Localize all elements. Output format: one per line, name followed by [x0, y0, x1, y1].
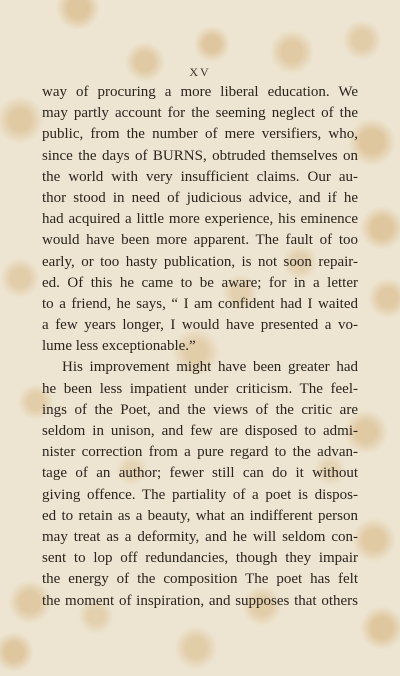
- text-line: thor stood in need of judicious advice, and if he: [42, 189, 358, 206]
- paragraph: [42, 357, 358, 611]
- text-line: sent to lop off redundancies, though they impair: [42, 550, 358, 567]
- text-line: seldom in unison, and few are disposed to admi-: [42, 423, 358, 439]
- text-line: ings of the Poet, and the views of the critic are: [42, 401, 358, 418]
- page-number: XV: [189, 65, 211, 79]
- paragraph: [42, 82, 358, 357]
- text-line: a few years longer, I would have presented a vo-: [42, 317, 358, 334]
- text-line: to a friend, he says, “ I am confident had I waited: [42, 295, 358, 312]
- text-line: His improvement might have been greater had: [62, 359, 358, 376]
- text-line: early, or too hasty publication, is not soon repair-: [42, 253, 358, 270]
- text-line: the moment of inspiration, and supposes that others: [42, 592, 358, 609]
- text-line: would have been more apparent. The fault of too: [42, 232, 358, 249]
- text-line: lume less exceptionable.”: [42, 338, 196, 355]
- text-line: nister correction from a pure regard to the advan-: [42, 444, 358, 461]
- text-line: had acquired a little more experience, his eminence: [42, 211, 358, 228]
- body-text: [42, 82, 358, 612]
- text-line: since the days of BURNS, obtruded themselves on: [42, 147, 358, 164]
- text-line: way of procuring a more liberal education. We: [42, 84, 358, 100]
- text-line: public, from the number of mere versifiers, who,: [42, 126, 358, 143]
- text-line: giving offence. The partiality of a poet is dispos-: [42, 486, 358, 503]
- text-line: ed to retain as a beauty, what an indifferent person: [42, 507, 358, 524]
- text-line: the world with very insufficient claims. Our au-: [42, 168, 358, 185]
- text-line: he been less impatient under criticism. The feel-: [42, 380, 358, 397]
- text-line: ed. Of this he came to be aware; for in a letter: [42, 274, 358, 291]
- text-line: may partly account for the seeming neglect of the: [42, 105, 358, 122]
- text-line: may treat as a deformity, and he will seldom con-: [42, 528, 358, 545]
- text-line: tage of an author; fewer still can do it without: [42, 465, 358, 482]
- text-line: the energy of the composition The poet has felt: [42, 571, 358, 588]
